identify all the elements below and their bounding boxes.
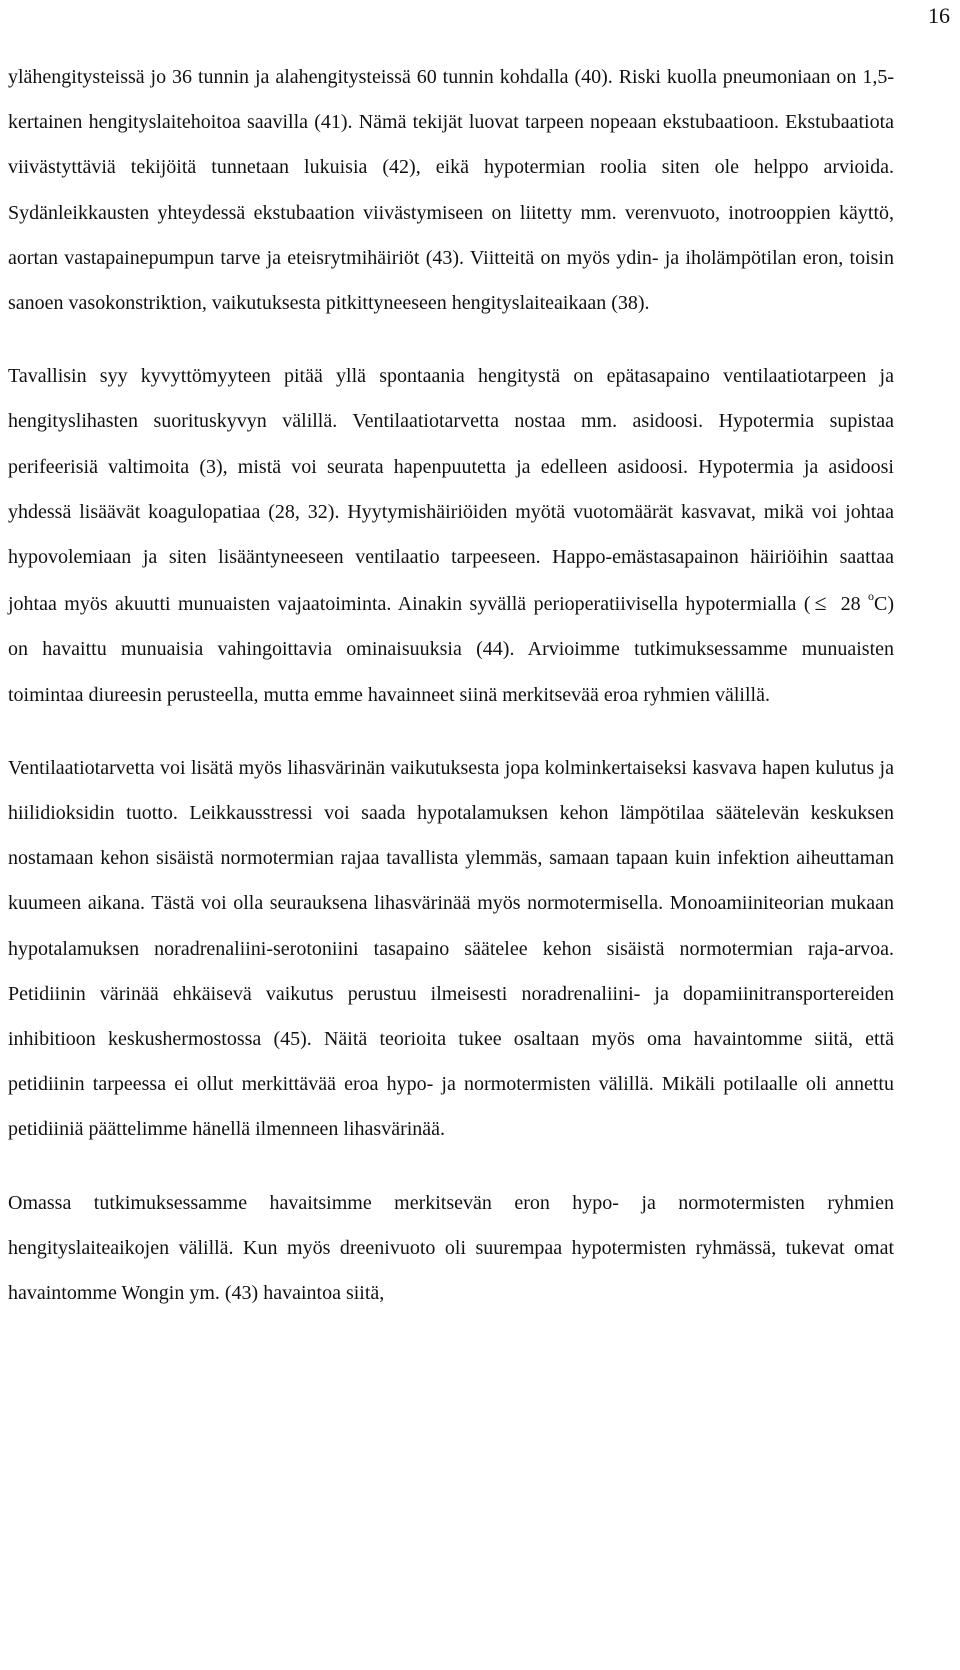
paragraph-text-before: Tavallisin syy kyvyttömyyteen pitää yllä spontaania hengitystä on epätasapaino ventilaatiotarpeen ja hengityslihasten suorituskyvyn välillä. Ventilaatiotarvetta nostaa mm. asidoosi. Hypotermia supistaa perifeerisiä valtimoita (3), mistä voi seurata hapenpuutetta ja edelleen asidoosi. Hypotermia ja asidoosi yhdessä lisäävät koagulopatiaa (28, 32). Hyytymishäiriöiden myötä vuotomäärät kasvavat, mikä voi johtaa hypovolemiaan ja siten lisääntyneeseen ventilaatio tarpeeseen. Happo-emästasapainon häiriöihin saattaa johtaa myös akuutti munuaisten vajaatoiminta. Ainakin syvällä perioperatiivisella hypotermialla ( — [8, 365, 894, 616]
temperature-value: 28 — [840, 593, 861, 616]
paragraph-shivering: Ventilaatiotarvetta voi lisätä myös lihasvärinän vaikutuksesta jopa kolminkertaiseksi kasvava hapen kulutus ja hiilidioksidin tuotto. Leikkausstressi voi saada hypotalamuksen kehon lämpötilaa säätelevän keskuksen nostamaan kehon sisäistä normotermian rajaa tavallista ylemmäs, samaan tapaan kuin infektion aiheuttaman kuumeen aikana. Tästä voi olla seurauksena lihasvärinää myös normotermisella. Monoamiiniteorian mukaan hypotalamuksen noradrenaliini-serotoniini tasapaino säätelee kehon sisäistä normotermian raja-arvoa. Petidiinin värinää ehkäisevä vaikutus perustuu ilmeisesti noradrenaliini- ja dopamiinitransportereiden inhibitioon keskushermostossa (45). Näitä teorioita tukee osaltaan myös oma havaintomme siitä, että petidiinin tarpeessa ei ollut merkittävää eroa hypo- ja normotermisten välillä. Mikäli potilaalle oli annettu petidiiniä päättelimme hänellä ilmenneen lihasvärinää. — [8, 756, 894, 1141]
paragraph-extubation-delay: ylähengitysteissä jo 36 tunnin ja alahengitysteissä 60 tunnin kohdalla (40). Riski kuolla pneumoniaan on 1,5-kertainen hengityslaitehoitoa saavilla (41). Nämä tekijät luovat tarpeen nopeaan ekstubaatioon. Ekstubaatiota viivästyttäviä tekijöitä tunnetaan lukuisia (42), eikä hypotermian roolia siten ole helppo arvioida. Sydänleikkausten yhteydessä ekstubaation viivästymiseen on liitetty mm. verenvuoto, inotrooppien käyttö, aortan vastapainepumpun tarve ja eteisrytmihäiriöt (43). Viitteitä on myös ydin- ja iholämpötilan eron, toisin sanoen vasokonstriktion, vaikutuksesta pitkittyneeseen hengityslaiteaikaan (38). — [8, 66, 894, 315]
paragraph-text-after: ) on havaittu munuaisia vahingoittavia ominaisuuksia (44). Arvioimme tutkimuksessamme munuaisten toimintaa diureesin perusteella, mutta emme havainneet siinä merkitsevää eroa ryhmien välillä. — [8, 593, 894, 706]
temperature-unit: C — [873, 593, 888, 616]
paragraph-ventilation-need — [8, 354, 894, 718]
paragraph-own-findings: Omassa tutkimuksessamme havaitsimme merkitsevän eron hypo- ja normotermisten ryhmien hengityslaiteaikojen välillä. Kun myös dreenivuoto oli suurempaa hypotermisten ryhmässä, tukevat omat havaintomme Wongin ym. (43) havaintoa siitä, — [8, 1191, 894, 1305]
degree-superscript: o — [867, 589, 874, 604]
body-text — [8, 55, 894, 1316]
page-number: 16 — [928, 3, 950, 28]
less-or-equal-symbol: ≤ — [814, 590, 827, 616]
